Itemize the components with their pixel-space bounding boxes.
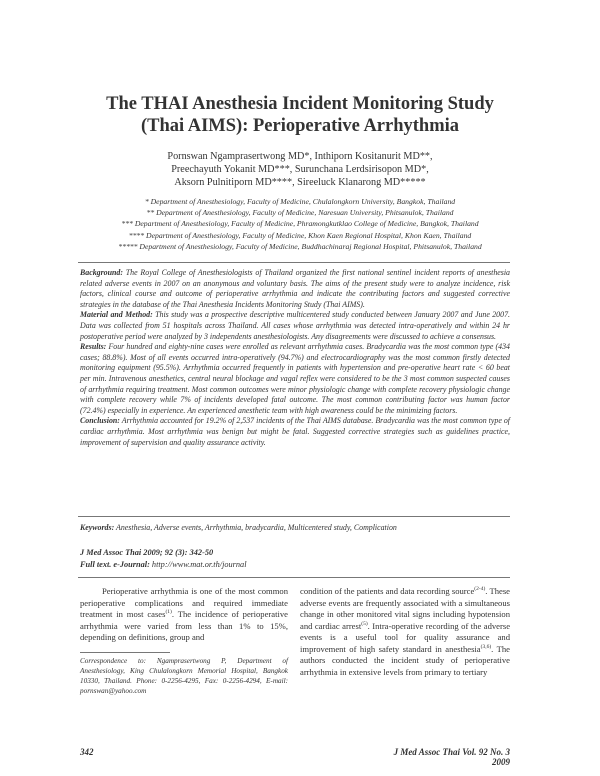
keywords-label: Keywords: xyxy=(80,523,115,532)
body-paragraph: condition of the patients and data recording source$^{(2-4)}$. These adverse events are frequently associated with a simultaneous change in other monitored vital signs including hypotension and cardiac arrest$^{(5)}$. Intra-operative recording of the adverse events is a useful tool for quality assurance and improvement of high safety standard in anesthesia$^{(3,6)}$. The authors conducted the incident study of perioperative arrhythmia in extensive levels from primary to tertiary xyxy=(300,586,511,677)
methods-label: Material and Method: xyxy=(80,310,153,320)
title-line-1: The THAI Anesthesia Incident Monitoring Study xyxy=(106,94,494,114)
page-number: 342 xyxy=(80,747,94,757)
correspondence-footnote: Correspondence to: Ngamprasertwong P, Department of Anesthesiology, King Chulalongkorn Memorial Hospital, Bangkok 10330, Thailand. Phone: 0-2256-4295, Fax: 0-2256-4294, E-mail: pornswan@yahoo.com xyxy=(80,657,288,695)
citation-ref: (5) xyxy=(361,620,368,627)
background-label: Background: xyxy=(80,268,123,277)
keywords xyxy=(80,522,510,533)
affiliation-line: *** Department of Anesthesiology, Faculty of Medicine, Phramongkutklao College of Medicine, Bangkok, Thailand xyxy=(121,219,479,229)
author-line: Pornswan Ngamprasertwong MD*, Inthiporn Kositanurit MD**, xyxy=(167,151,433,162)
title-line-2: (Thai AIMS): Perioperative Arrhythmia xyxy=(140,116,460,136)
conclusion-label: Conclusion: xyxy=(80,416,120,426)
citation-ref: (2-4) xyxy=(474,586,486,593)
fulltext-line xyxy=(80,559,510,571)
author-line: Aksorn Pulnitiporn MD****, Sireeluck Klanarong MD***** xyxy=(174,177,426,188)
body-column-left xyxy=(80,586,288,644)
abstract xyxy=(80,268,510,448)
body-top-rule xyxy=(78,577,510,578)
keywords-text: Anesthesia, Adverse events, Arrhythmia, bradycardia, Multicentered study, Complication xyxy=(114,523,397,532)
abstract-background xyxy=(80,268,510,310)
abstract-results xyxy=(80,342,510,416)
affiliation-line: **** Department of Anesthesiology, Faculty of Medicine, Khon Kaen Regional Hospital, Khon Kaen, Thailand xyxy=(128,230,472,240)
body-column-right xyxy=(300,586,510,678)
background-text: The Royal College of Anesthesiologists of Thailand organized the first national sentinel incident reports of anesthesia related adverse events in 2007 on an anonymous and voluntary basis. The aims of the present study were to analyze incidence, risk factors, clinical course and outcome of perioperative arrhythmia and indicate the contributing factors and suggested corrective strategies in the database of the Thai Anesthesia Incidents Monitoring Study (Thai AIMS). xyxy=(80,268,510,309)
citation-block xyxy=(80,547,510,570)
fulltext-link[interactable]: http://www.mat.or.th/journal xyxy=(149,559,247,569)
affiliation-list xyxy=(30,196,570,252)
author-list xyxy=(60,150,540,189)
fulltext-label: Full text. e-Journal: xyxy=(80,559,150,569)
conclusion-text: Arrhythmia accounted for 19.2% of 2,537 incidents of the Thai AIMS database. Bradycardia was the most common type of cardiac arrhythmia. Most arrhythmia was benign but might be fatal. Suggested corrective strategies such as guidelines practice, improvement of supervision and quality assurance activity. xyxy=(80,416,510,447)
results-text: Four hundred and eighty-nine cases were enrolled as relevant arrhythmia cases. Bradycardia was the most common type (434 cases; 88.8%). Most of all events occurred intra-operatively (94.7%) and electrocardiography was the most common firstly detected monitoring equipment (95.5%). Arrhythmia occurred frequently in patients with hypertension and pre-operative heart rate < 60 beat per min. Intravenous anesthetics, central neural blockage and vagal reflex were considered to be the 3 most common suspected causes of arrhythmia requiring treatment. Most common outcomes were minor physiologic change with complete recovery physiologic change with complete recovery while 7% of incidents developed fatal outcome. The most common contributing factor was human factor (72.4%) especially in experience. An experienced anesthetic team with high awareness could be the minimizing factors. xyxy=(80,342,510,415)
citation-ref: (1) xyxy=(165,609,172,616)
affiliation-line: ***** Department of Anesthesiology, Faculty of Medicine, Buddhachinaraj Regional Hospital, Phitsanulok, Thailand xyxy=(118,241,482,251)
footnote-rule xyxy=(80,652,170,653)
abstract-conclusion xyxy=(80,416,510,448)
body-paragraph: Perioperative arrhythmia is one of the most common perioperative complications and required immediate treatment in most cases$^{(1)}$. The incidence of perioperative arrhythmia were varied from less than 1% to 15%, depending on definitions, group and xyxy=(80,586,288,642)
citation-ref: (3,6) xyxy=(480,643,492,650)
running-footer: J Med Assoc Thai Vol. 92 No. 3 2009 xyxy=(393,747,510,767)
paper-title xyxy=(40,93,560,137)
author-line: Preechayuth Yokanit MD***, Surunchana Lerdsirisopon MD*, xyxy=(171,164,429,175)
citation: J Med Assoc Thai 2009; 92 (3): 342-50 xyxy=(80,548,214,557)
abstract-top-rule xyxy=(78,262,510,263)
methods-text: This study was a prospective descriptive multicentered study conducted between January 2007 and June 2007. Data was collected from 51 hospitals across Thailand. All cases whose arrhythmia was detected intra-operatively and within 24 hr postoperative period were analyzed by 3 independents anesthesiologists. Any disagreements were discussed to achieve a consensus. xyxy=(80,310,510,341)
affiliation-line: ** Department of Anesthesiology, Faculty of Medicine, Naresuan University, Phitsanulok, Thailand xyxy=(146,208,454,218)
keywords-top-rule xyxy=(78,516,510,517)
affiliation-line: * Department of Anesthesiology, Faculty of Medicine, Chulalongkorn University, Bangkok, Thailand xyxy=(144,197,456,206)
abstract-methods xyxy=(80,310,510,342)
results-label: Results: xyxy=(80,342,107,352)
